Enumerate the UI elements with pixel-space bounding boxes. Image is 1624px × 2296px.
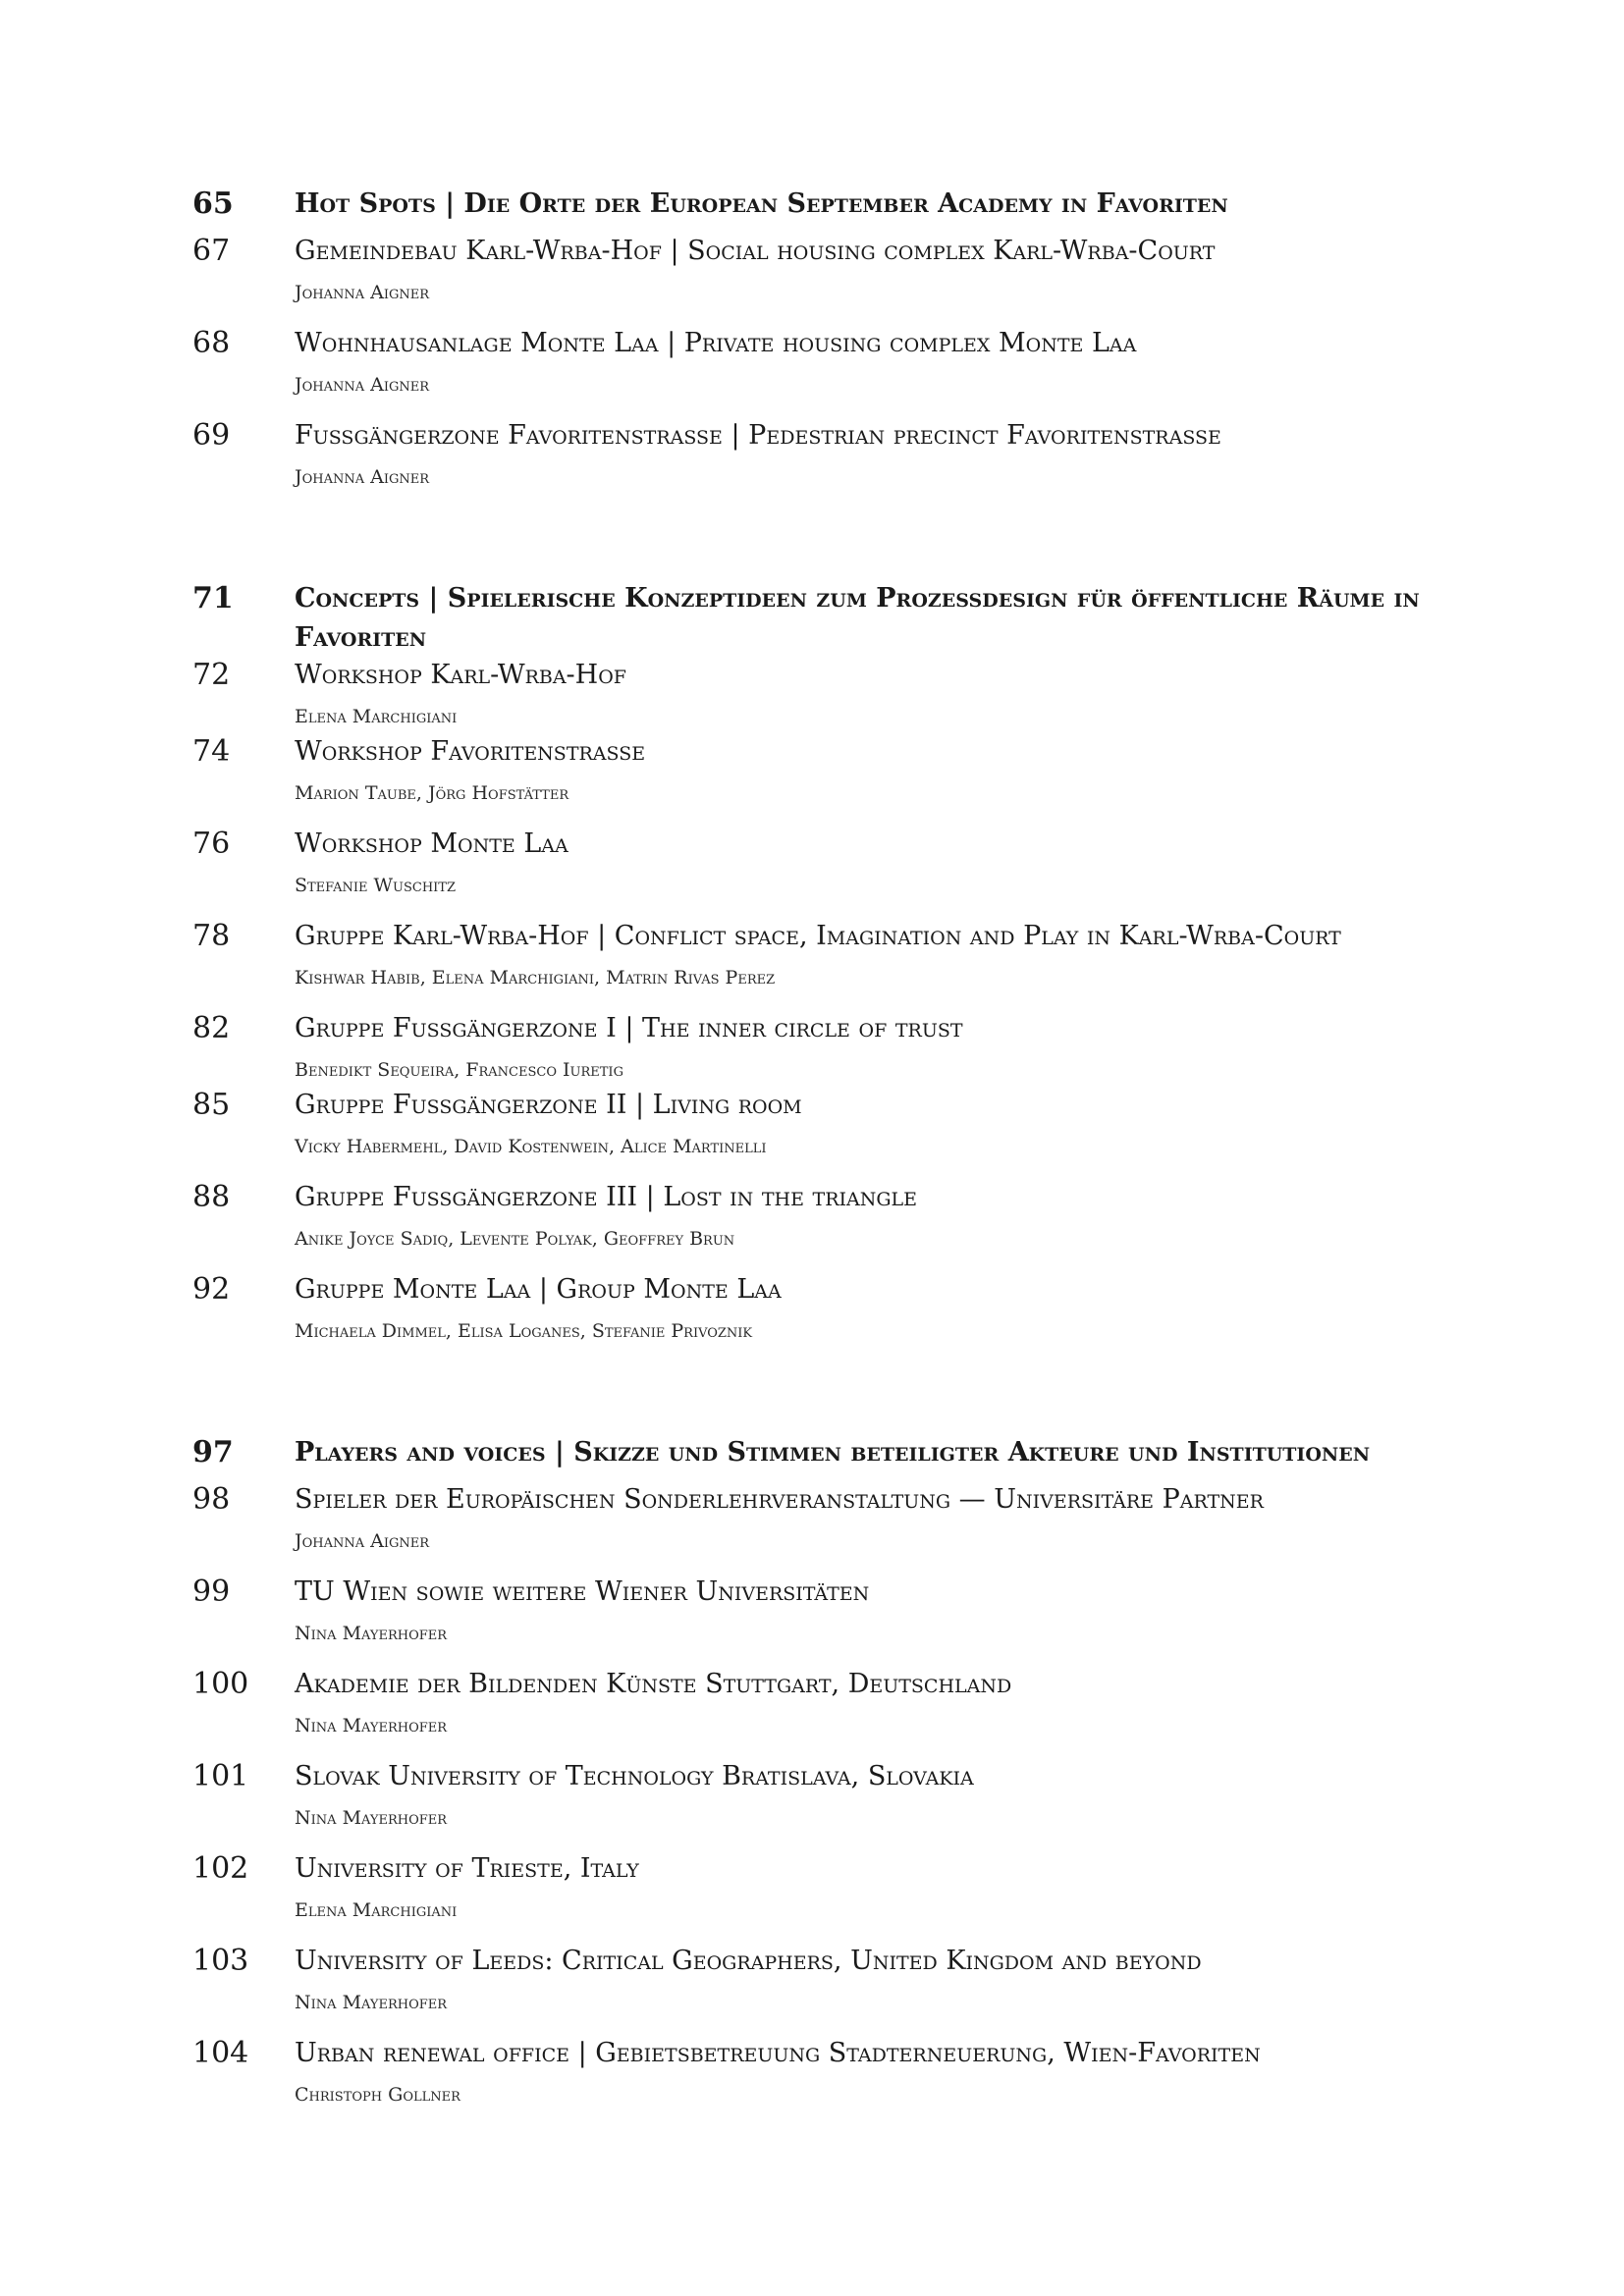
section-page-number: 97 (192, 1435, 234, 1469)
entry-page-number: 85 (192, 1088, 231, 1122)
entry-page-number: 92 (192, 1272, 231, 1307)
entry-author: Johanna Aigner (295, 1530, 430, 1552)
entry-title: University of Trieste, Italy (295, 1853, 639, 1884)
entry-page-number: 69 (192, 418, 231, 453)
section-page-number: 65 (192, 187, 234, 221)
entry-page-number: 82 (192, 1011, 231, 1045)
entry-title: Gruppe Fussgängerzone II | Living room (295, 1090, 802, 1120)
entry-title: Workshop Karl-Wrba-Hof (295, 660, 626, 690)
entry-title: Fussgängerzone Favoritenstrasse | Pedestrian precinct Favoritenstrasse (295, 420, 1221, 451)
entry-author: Nina Mayerhofer (295, 1807, 448, 1829)
entry-author: Christoph Gollner (295, 2084, 460, 2106)
entry-page-number: 101 (192, 1759, 249, 1793)
entry-page-number: 74 (192, 734, 231, 769)
entry-title: Gruppe Monte Laa | Group Monte Laa (295, 1274, 782, 1305)
entry-page-number: 102 (192, 1851, 249, 1886)
entry-title: Gemeindebau Karl-Wrba-Hof | Social housing complex Karl-Wrba-Court (295, 236, 1216, 266)
entry-title: Spieler der Europäischen Sonderlehrveranstaltung — Universitäre Partner (295, 1484, 1264, 1515)
entry-title: TU Wien sowie weitere Wiener Universitäten (295, 1576, 870, 1607)
entry-title: Gruppe Karl-Wrba-Hof | Conflict space, Imagination and Play in Karl-Wrba-Court (295, 921, 1341, 951)
entry-title: University of Leeds: Critical Geographers, United Kingdom and beyond (295, 1946, 1202, 1976)
entry-page-number: 78 (192, 919, 231, 953)
entry-page-number: 88 (192, 1180, 231, 1214)
section-page-number: 71 (192, 581, 234, 615)
entry-title: Slovak University of Technology Bratislava, Slovakia (295, 1761, 974, 1791)
entry-page-number: 104 (192, 2036, 249, 2070)
entry-author: Johanna Aigner (295, 466, 430, 488)
entry-author: Nina Mayerhofer (295, 1992, 448, 2013)
entry-author: Anike Joyce Sadiq, Levente Polyak, Geoffrey Brun (295, 1228, 735, 1250)
entry-author: Nina Mayerhofer (295, 1623, 448, 1644)
entry-title: Gruppe Fussgängerzone I | The inner circle of trust (295, 1013, 963, 1043)
entry-page-number: 103 (192, 1944, 249, 1978)
entry-title: Urban renewal office | Gebietsbetreuung Stadterneuerung, Wien-Favoriten (295, 2038, 1261, 2068)
entry-title: Gruppe Fussgängerzone III | Lost in the triangle (295, 1182, 918, 1212)
entry-page-number: 68 (192, 326, 231, 360)
entry-page-number: 72 (192, 658, 231, 692)
entry-author: Marion Taube, Jörg Hofstätter (295, 782, 569, 804)
entry-page-number: 100 (192, 1667, 249, 1701)
entry-page-number: 99 (192, 1575, 231, 1609)
entry-title: Workshop Monte Laa (295, 828, 568, 859)
entry-title: Workshop Favoritenstrasse (295, 736, 646, 767)
entry-author: Michaela Dimmel, Elisa Loganes, Stefanie Privoznik (295, 1320, 753, 1342)
entry-author: Stefanie Wuschitz (295, 875, 457, 896)
entry-author: Kishwar Habib, Elena Marchigiani, Matrin Rivas Perez (295, 967, 776, 988)
entry-page-number: 98 (192, 1482, 231, 1517)
entry-author: Johanna Aigner (295, 374, 430, 396)
entry-author: Elena Marchigiani (295, 706, 458, 727)
section-title: Concepts | Spielerische Konzeptideen zum Prozessdesign für öffentliche Räume in Favoriten (295, 583, 1420, 653)
section-title: Players and voices | Skizze und Stimmen beteiligter Akteure und Institutionen (295, 1437, 1371, 1468)
section-title: Hot Spots | Die Orte der European September Academy in Favoriten (295, 188, 1228, 219)
entry-author: Elena Marchigiani (295, 1899, 458, 1921)
entry-author: Johanna Aigner (295, 282, 430, 303)
entry-author: Vicky Habermehl, David Kostenwein, Alice Martinelli (295, 1136, 767, 1157)
entry-title: Akademie der Bildenden Künste Stuttgart, Deutschland (295, 1669, 1012, 1699)
entry-page-number: 76 (192, 827, 231, 861)
entry-author: Nina Mayerhofer (295, 1715, 448, 1736)
entry-author: Benedikt Sequeira, Francesco Iuretig (295, 1059, 623, 1081)
entry-page-number: 67 (192, 234, 231, 268)
entry-title: Wohnhausanlage Monte Laa | Private housing complex Monte Laa (295, 328, 1137, 358)
